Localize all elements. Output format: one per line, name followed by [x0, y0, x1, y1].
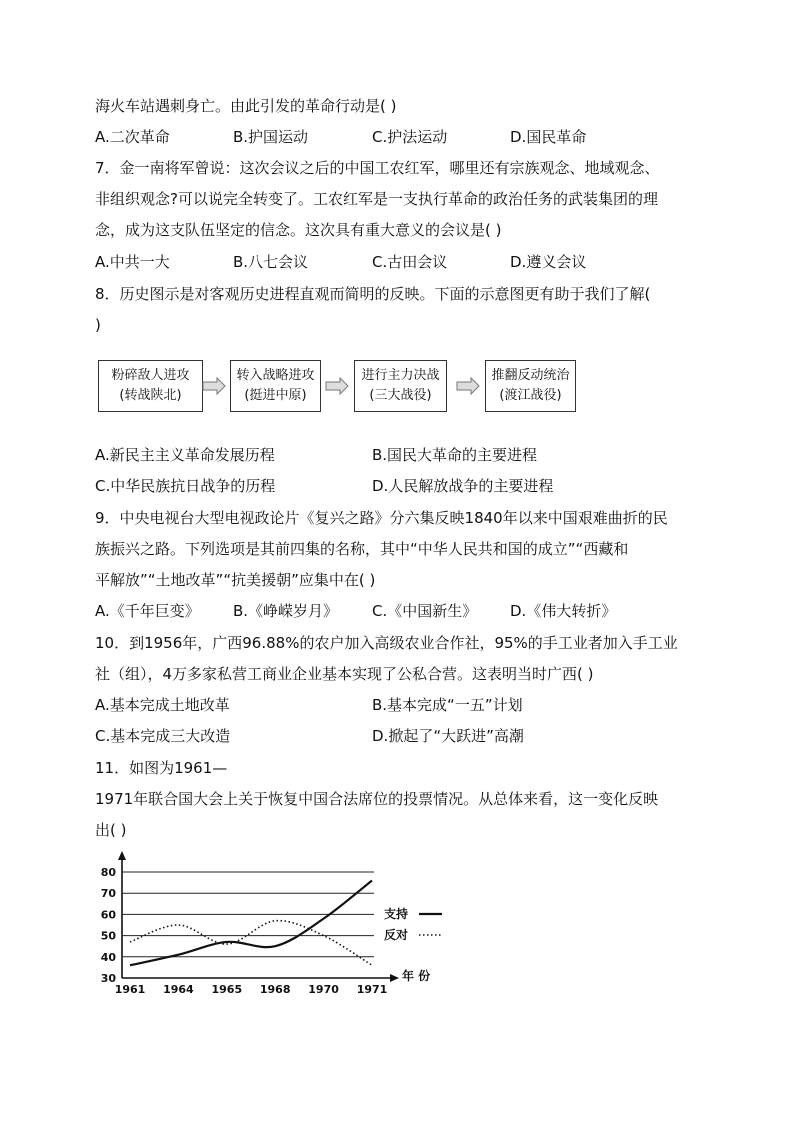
- flow-step-1-top: 粉碎敌人进攻: [111, 368, 190, 383]
- q9-option-c: C.《中国新生》: [372, 602, 478, 620]
- y-tick-label: 60: [100, 908, 116, 922]
- q8-option-c: C.中华民族抗日战争的历程: [95, 477, 276, 495]
- q6-option-b: B.护国运动: [233, 128, 309, 146]
- vote-chart: [90, 848, 450, 1008]
- flow-step-4-top: 推翻反动统治: [491, 368, 570, 383]
- flow-step-4-bottom: (渡江战役): [499, 388, 562, 403]
- q9-stem-line1: 9．中央电视台大型电视政论片《复兴之路》分六集反映1840年以来中国艰难曲折的民: [95, 509, 668, 527]
- legend-label: 支持: [384, 907, 409, 921]
- q8-stem-line2: ): [95, 316, 101, 334]
- q9-stem-line3: 平解放”“土地改革”“抗美援朝”应集中在( ): [95, 571, 376, 589]
- x-axis-arrow: [390, 974, 399, 982]
- flow-step-4: [485, 360, 576, 412]
- q10-option-a: A.基本完成土地改革: [95, 696, 230, 714]
- q11-stem-line2: 1971年联合国大会上关于恢复中国合法席位的投票情况。从总体来看，这一变化反映: [95, 790, 659, 808]
- flow-step-3-top: 进行主力决战: [361, 368, 440, 383]
- flow-step-2-bottom: (挺进中原): [244, 388, 307, 403]
- q10-option-b: B.基本完成“一五”计划: [372, 696, 523, 714]
- flow-arrow-icon: [455, 377, 481, 395]
- flow-step-3-bottom: (三大战役): [369, 388, 432, 403]
- q9-stem-line2: 族振兴之路。下列选项是其前四集的名称，其中“中华人民共和国的成立”“西藏和: [95, 540, 629, 558]
- q8-option-a: A.新民主主义革命发展历程: [95, 446, 275, 464]
- q10-option-d: D.掀起了“大跃进”高潮: [372, 727, 524, 745]
- x-axis-label: 年 份: [402, 969, 431, 983]
- y-tick-label: 80: [100, 866, 116, 879]
- q6-stem: 海火车站遇刺身亡。由此引发的革命行动是( ): [95, 97, 397, 115]
- x-tick-label: 1964: [163, 983, 194, 996]
- y-tick-label: 40: [100, 950, 116, 964]
- y-tick-label: 70: [100, 887, 116, 901]
- flow-arrow-icon: [324, 377, 350, 395]
- x-tick-label: 1971: [356, 983, 388, 996]
- flow-step-1-bottom: (转战陕北): [119, 388, 182, 403]
- q8-option-d: D.人民解放战争的主要进程: [372, 477, 554, 495]
- flow-step-2: [230, 360, 321, 412]
- q8-stem-line1: 8．历史图示是对客观历史进程直观而简明的反映。下面的示意图更有助于我们了解(: [95, 285, 651, 303]
- q6-option-d: D.国民革命: [510, 128, 587, 146]
- flow-step-3: [354, 360, 447, 412]
- legend-label: 反对: [384, 928, 409, 942]
- q7-stem-line1: 7．金一南将军曾说：这次会议之后的中国工农红军，哪里还有宗族观念、地域观念、: [95, 159, 660, 177]
- q11-stem-line3: 出( ): [95, 821, 127, 839]
- q6-option-a: A.二次革命: [95, 128, 170, 146]
- q11-stem-line1: 11．如图为1961—: [95, 759, 228, 777]
- x-tick-label: 1961: [114, 983, 146, 996]
- q9-option-a: A.《千年巨变》: [95, 602, 200, 620]
- q10-option-c: C.基本完成三大改造: [95, 727, 231, 745]
- y-axis-arrow: [118, 851, 126, 860]
- q9-option-b: B.《峥嵘岁月》: [233, 602, 339, 620]
- q7-stem-line2: 非组织观念?可以说完全转变了。工农红军是一支执行革命的政治任务的武装集团的理: [95, 190, 658, 208]
- x-tick-label: 1968: [259, 983, 291, 996]
- q7-option-d: D.遵义会议: [510, 253, 587, 271]
- q6-option-c: C.护法运动: [372, 128, 448, 146]
- y-tick-label: 50: [100, 929, 116, 943]
- q10-stem-line1: 10．到1956年，广西96.88%的农户加入高级农业合作社，95%的手工业者加入手工业: [95, 634, 678, 652]
- q7-option-b: B.八七会议: [233, 253, 309, 271]
- q10-stem-line2: 社（组），4万多家私营工商业企业基本实现了公私合营。这表明当时广西( ): [95, 665, 594, 683]
- q8-option-b: B.国民大革命的主要进程: [372, 446, 538, 464]
- q7-option-c: C.古田会议: [372, 253, 448, 271]
- flow-step-1: [98, 360, 203, 412]
- x-tick-label: 1965: [211, 983, 243, 996]
- flow-arrow-icon: [201, 377, 227, 395]
- y-tick-label: 30: [100, 972, 116, 985]
- x-tick-label: 1970: [308, 983, 339, 996]
- q9-option-d: D.《伟大转折》: [510, 602, 617, 620]
- q7-option-a: A.中共一大: [95, 253, 170, 271]
- flow-step-2-top: 转入战略进攻: [236, 368, 315, 383]
- q7-stem-line3: 念，成为这支队伍坚定的信念。这次具有重大意义的会议是( ): [95, 221, 502, 239]
